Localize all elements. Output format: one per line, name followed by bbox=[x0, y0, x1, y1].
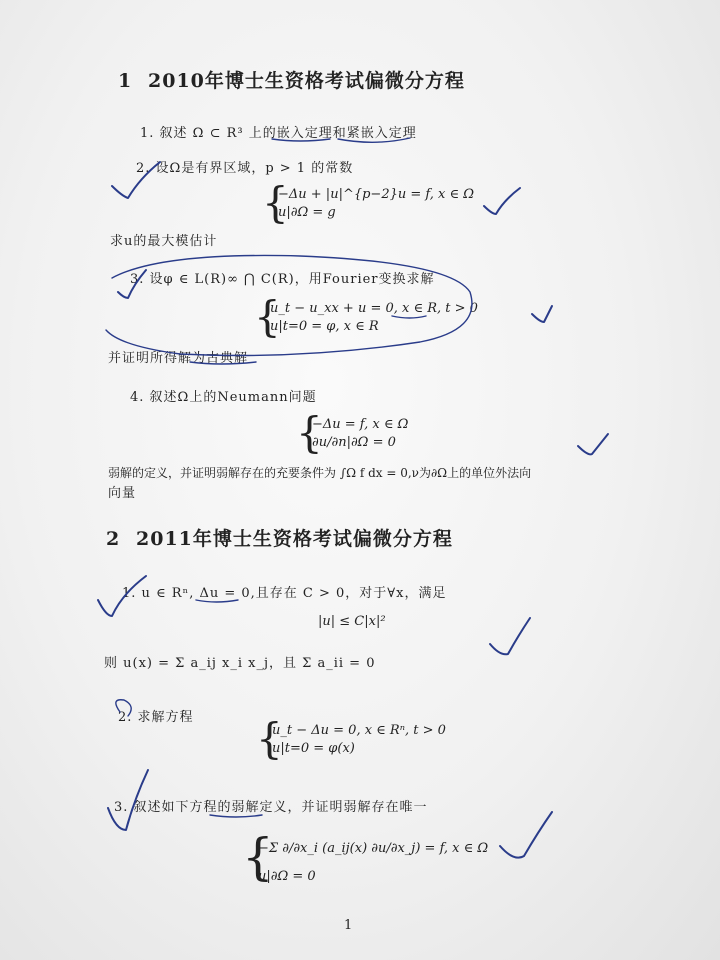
equation-line: u_t − u_xx + u = 0, x ∈ R, t > 0 bbox=[270, 301, 478, 316]
problem-2-2: 2. 求解方程 bbox=[118, 710, 194, 725]
problem-2-3: 3. 叙述如下方程的弱解定义，并证明弱解存在唯一 bbox=[114, 800, 428, 815]
equation-line: u|t=0 = φ(x) bbox=[272, 741, 355, 756]
equation-line: u|t=0 = φ, x ∈ R bbox=[270, 319, 379, 334]
equation-2-1: |u| ≤ C|x|² bbox=[318, 614, 386, 629]
equation-line: −Δu = f, x ∈ Ω bbox=[312, 417, 409, 432]
exam-page: 1 2010年博士生资格考试偏微分方程 1. 叙述 Ω ⊂ R³ 上的嵌入定理和紧嵌入定理 2. 设Ω是有界区域，p > 1 的常数 { −Δu + |u|^{p−2}u = f, x ∈ Ω u|∂Ω = g 求u的最大模估计 3. 设φ ∈ L(R)∞ ⋂ C(R)，用Fourier变换求解 { u_t − u_xx + u = 0, x ∈ R, t > 0 u|t=0 = φ, x ∈ R 并证明所得解为古典解 4. 叙述Ω上的Neumann问题 { −Δu = f, x ∈ Ω ∂u/∂n|∂Ω = 0 弱解的定义，并证明弱解存在的充要条件为 ∫Ω f dx = 0,ν为∂Ω上的单位外法向 向量 2 2011年博士生资格考试偏微分方程 1. u ∈ Rⁿ, Δu = 0,且存在 C > 0，对于∀x，满足 |u| ≤ C|x|² 则 u(x) = Σ a_ij x_i x_j，且 Σ a_ii = 0 2. 求解方程 { u_t − Δu = 0, x ∈ Rⁿ, t > 0 u|t=0 = φ(x) 3. 叙述如下方程的弱解定义，并证明弱解存在唯一 { −Σ ∂/∂x_i (a_ij(x) ∂u/∂x_j) = f, x ∈ Ω u|∂Ω = 0 1 bbox=[0, 0, 720, 960]
checkmark-icon bbox=[484, 188, 520, 214]
problem-1-4: 4. 叙述Ω上的Neumann问题 bbox=[130, 390, 317, 405]
problem-2-1: 1. u ∈ Rⁿ, Δu = 0,且存在 C > 0，对于∀x，满足 bbox=[122, 586, 447, 601]
equation-line: u|∂Ω = g bbox=[278, 205, 336, 220]
checkmark-icon bbox=[578, 434, 608, 454]
section-2-heading bbox=[106, 524, 453, 551]
problem-2-1-followup: 则 u(x) = Σ a_ij x_i x_j，且 Σ a_ii = 0 bbox=[104, 656, 376, 671]
section-title: 2011年博士生资格考试偏微分方程 bbox=[136, 528, 453, 550]
equation-line: −Σ ∂/∂x_i (a_ij(x) ∂u/∂x_j) = f, x ∈ Ω bbox=[258, 841, 489, 856]
problem-1-3: 3. 设φ ∈ L(R)∞ ⋂ C(R)，用Fourier变换求解 bbox=[130, 272, 435, 287]
checkmark-icon bbox=[490, 618, 530, 654]
problem-1-4-followup: 弱解的定义，并证明弱解存在的充要条件为 ∫Ω f dx = 0,ν为∂Ω上的单位外法向 bbox=[108, 466, 532, 480]
problem-1-1: 1. 叙述 Ω ⊂ R³ 上的嵌入定理和紧嵌入定理 bbox=[140, 126, 417, 141]
equation-line: u_t − Δu = 0, x ∈ Rⁿ, t > 0 bbox=[272, 723, 446, 738]
problem-1-2: 2. 设Ω是有界区域，p > 1 的常数 bbox=[136, 161, 354, 176]
checkmark-icon bbox=[532, 306, 552, 322]
problem-1-3-followup: 并证明所得解为古典解 bbox=[108, 351, 249, 366]
page-number: 1 bbox=[344, 918, 353, 933]
equation-line: ∂u/∂n|∂Ω = 0 bbox=[312, 435, 396, 450]
section-title: 2010年博士生资格考试偏微分方程 bbox=[148, 70, 465, 92]
underline-mark bbox=[210, 815, 262, 817]
section-1-heading bbox=[118, 66, 465, 93]
problem-1-4-followup-2: 向量 bbox=[108, 486, 137, 501]
section-number: 1 bbox=[118, 70, 133, 92]
equation-line: u|∂Ω = 0 bbox=[258, 869, 316, 884]
checkmark-icon bbox=[500, 812, 552, 858]
problem-1-2-followup: 求u的最大模估计 bbox=[110, 234, 218, 249]
section-number: 2 bbox=[106, 528, 121, 550]
equation-line: −Δu + |u|^{p−2}u = f, x ∈ Ω bbox=[278, 187, 475, 202]
